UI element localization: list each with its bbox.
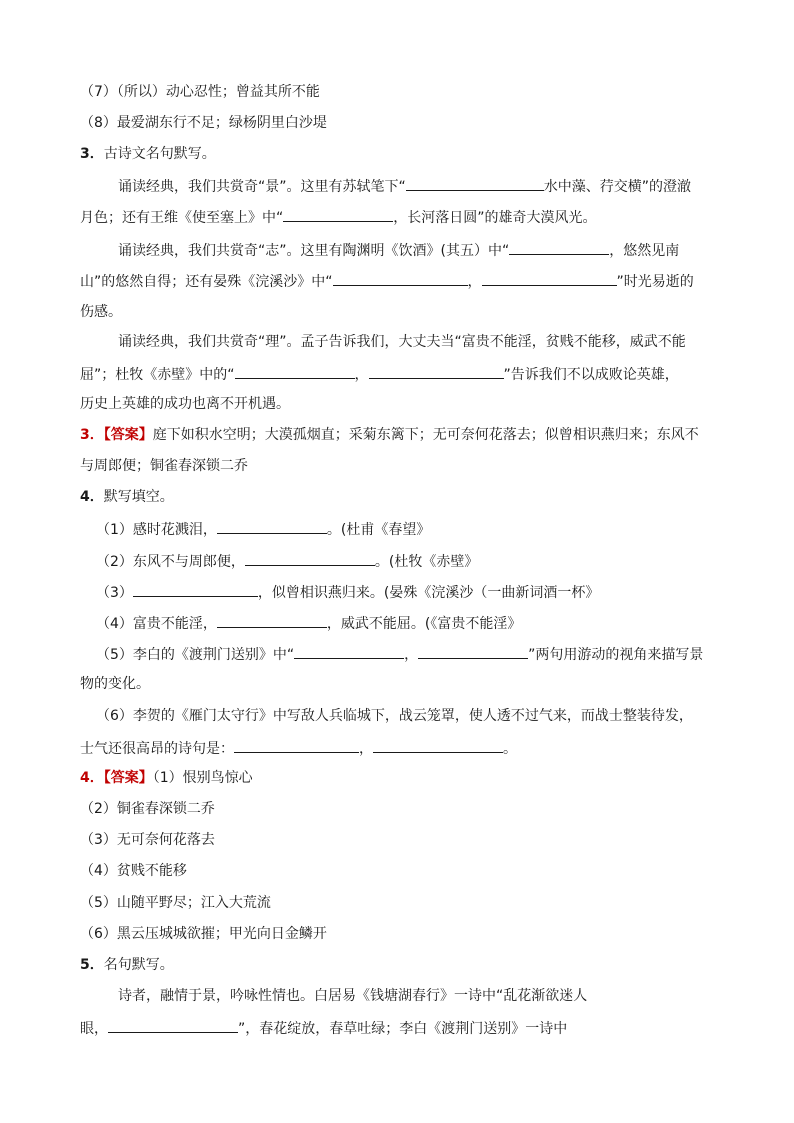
answer-4-line-4: （4）贫贱不能移 <box>80 863 187 879</box>
answer-4-line-2: （2）铜雀春深锁二乔 <box>80 801 215 817</box>
fill-blank[interactable] <box>133 581 258 597</box>
fill-blank[interactable] <box>333 270 468 286</box>
q5-paragraph-line-2: 眼， ”，春花绽放，春草吐绿；李白《渡荆门送别》一诗中 <box>80 1017 567 1039</box>
q4-item-3: （3） ，似曾相识燕归来。(晏殊《浣溪沙（一曲新词酒一杯》 <box>96 581 599 603</box>
q4-item-5-line-1: （5）李白的《渡荆门送别》中“ ， ”两句用游动的视角来描写景 <box>96 643 703 665</box>
fill-blank[interactable] <box>283 206 393 222</box>
fill-blank[interactable] <box>245 550 375 566</box>
answer-line-7: （7）（所以）动心忍性；曾益其所不能 <box>80 84 320 100</box>
answer-3-line-2: 与周郎便；铜雀春深锁二乔 <box>80 458 248 474</box>
fill-blank[interactable] <box>509 239 609 255</box>
q4-item-4: （4）富贵不能淫， ，威武不能屈。(《富贵不能淫》 <box>96 612 521 634</box>
q4-item-1: （1）感时花溅泪， 。(杜甫《春望》 <box>96 518 430 540</box>
question-4-title: 4．默写填空。 <box>80 489 174 505</box>
q3-paragraph-3-line-1: 诵读经典，我们共赏奇“理”。孟子告诉我们，大丈夫当“富贵不能淫，贫贱不能移，威武不能 <box>118 334 686 350</box>
answer-line-8: （8）最爱湖东行不足；绿杨阴里白沙堤 <box>80 115 327 131</box>
fill-blank[interactable] <box>369 363 504 379</box>
q3-paragraph-2-line-3: 伤感。 <box>80 304 122 320</box>
fill-blank[interactable] <box>482 270 617 286</box>
fill-blank[interactable] <box>406 175 544 191</box>
answer-4-line-3: （3）无可奈何花落去 <box>80 832 215 848</box>
q4-item-6-line-1: （6）李贺的《雁门太守行》中写敌人兵临城下，战云笼罩，使人透不过气来，而战士整装待发， <box>96 708 693 724</box>
q4-item-2: （2）东风不与周郎便， 。(杜牧《赤壁》 <box>96 550 478 572</box>
answer-4-line-1: 4．【答案】（1）恨别鸟惊心 <box>80 770 253 786</box>
fill-blank[interactable] <box>234 737 359 753</box>
q4-item-6-line-2: 士气还很高昂的诗句是： ， 。 <box>80 737 517 759</box>
q3-paragraph-2-line-2: 山”的悠然自得；还有晏殊《浣溪沙》中“ ， ”时光易逝的 <box>80 270 694 292</box>
q3-paragraph-3-line-2: 屈”；杜牧《赤壁》中的“ ， ”告诉我们不以成败论英雄， <box>80 363 679 385</box>
q3-paragraph-2-line-1: 诵读经典，我们共赏奇“志”。这里有陶渊明《饮酒》(其五）中“ ，悠然见南 <box>118 239 679 261</box>
question-5-title: 5．名句默写。 <box>80 957 174 973</box>
q4-item-5-line-2: 物的变化。 <box>80 676 150 692</box>
fill-blank[interactable] <box>217 518 327 534</box>
q5-paragraph-line-1: 诗者，融情于景，吟咏性情也。白居易《钱塘湖春行》一诗中“乱花渐欲迷人 <box>118 988 588 1004</box>
q3-paragraph-3-line-3: 历史上英雄的成功也离不开机遇。 <box>80 396 290 412</box>
fill-blank[interactable] <box>217 612 327 628</box>
q3-paragraph-1-line-1: 诵读经典，我们共赏奇“景”。这里有苏轼笔下“ 水中藻、荇交横”的澄澈 <box>118 175 691 197</box>
fill-blank[interactable] <box>108 1017 238 1033</box>
fill-blank[interactable] <box>294 643 404 659</box>
fill-blank[interactable] <box>373 737 503 753</box>
answer-4-line-5: （5）山随平野尽；江入大荒流 <box>80 895 271 911</box>
q3-paragraph-1-line-2: 月色；还有王维《使至塞上》中“ ，长河落日圆”的雄奇大漠风光。 <box>80 206 597 228</box>
question-3-title: 3．古诗文名句默写。 <box>80 146 216 162</box>
fill-blank[interactable] <box>235 363 355 379</box>
answer-3-line-1: 3．【答案】庭下如积水空明；大漠孤烟直；采菊东篱下；无可奈何花落去；似曾相识燕归来；东风不 <box>80 427 699 443</box>
fill-blank[interactable] <box>418 643 528 659</box>
answer-4-line-6: （6）黑云压城城欲摧；甲光向日金鳞开 <box>80 926 327 942</box>
